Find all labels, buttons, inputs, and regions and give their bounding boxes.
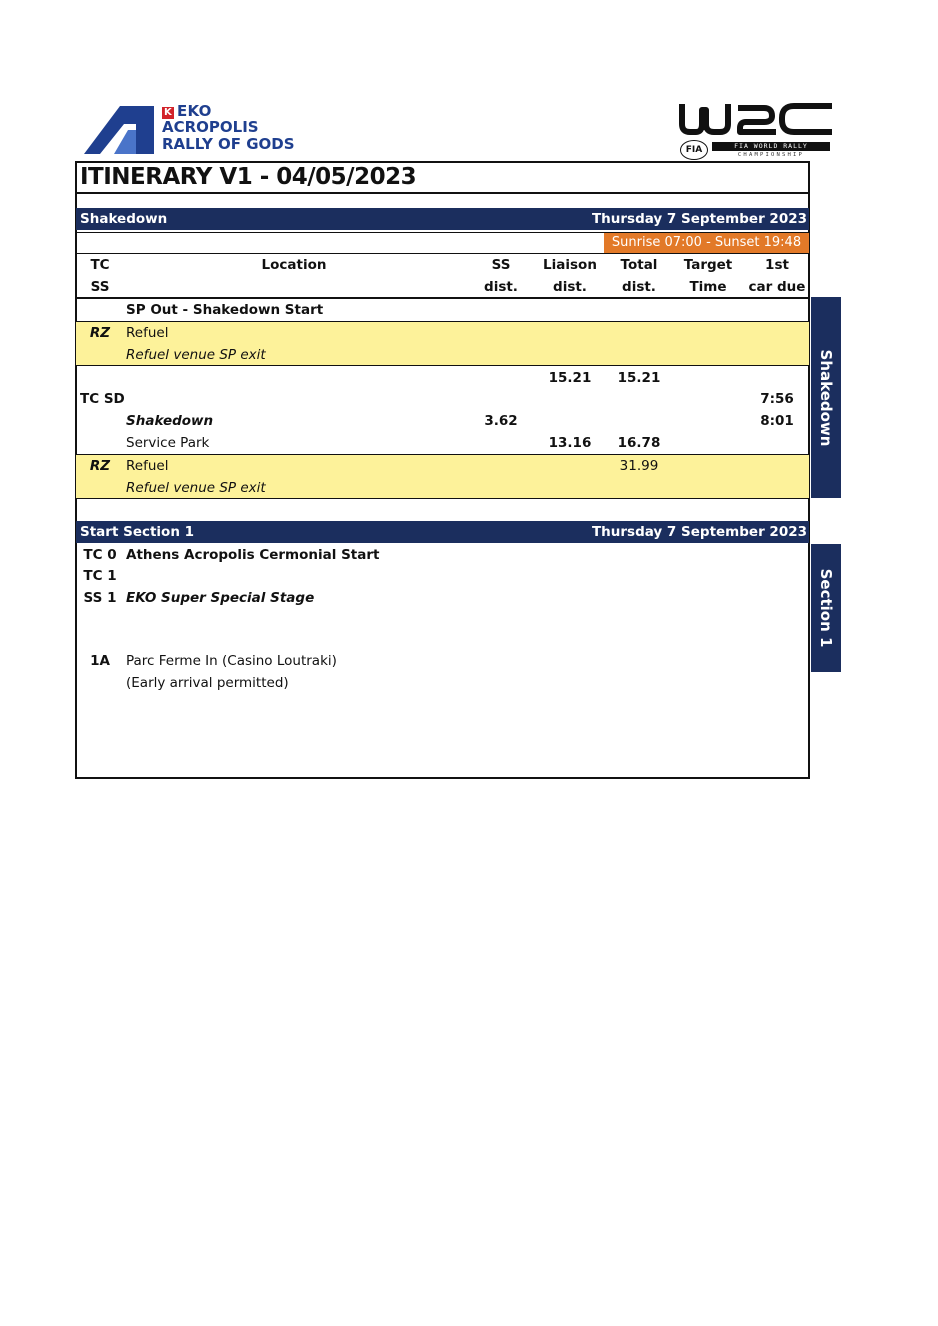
eko-flag-icon: K	[162, 107, 174, 119]
table-row-tc: TC 1	[83, 568, 117, 584]
section1-side-tab	[811, 544, 841, 672]
page-title: ITINERARY V1 - 04/05/2023	[80, 164, 417, 190]
table-row-tc: RZ	[89, 458, 111, 474]
rally-logo-icon	[84, 104, 158, 154]
table-row-location: Service Park	[126, 435, 210, 451]
table-row-location: Athens Acropolis Cermonial Start	[126, 547, 380, 563]
divider	[75, 498, 810, 499]
divider	[75, 297, 810, 299]
col-header-target-2: Time	[689, 279, 727, 295]
table-row-tc: RZ	[89, 325, 111, 341]
table-row-location: Parc Ferme In (Casino Loutraki)	[126, 653, 337, 669]
divider	[75, 365, 810, 366]
table-row-liaison: 13.16	[548, 435, 592, 451]
table-row-total: 31.99	[619, 458, 659, 474]
divider	[75, 192, 810, 194]
fia-badge: FIA	[680, 140, 708, 160]
shakedown-band-date: Thursday 7 September 2023	[591, 211, 807, 227]
table-row-first-car: 7:56	[760, 391, 794, 407]
table-row-total: 15.21	[617, 370, 661, 386]
table-row-tc: TC SD	[80, 391, 125, 407]
wrc-bar-text: FIA WORLD RALLY	[712, 142, 830, 151]
table-row-location: Shakedown	[126, 413, 214, 429]
col-header-total-2: dist.	[622, 279, 656, 295]
sunrise-sunset-box: Sunrise 07:00 - Sunset 19:48	[604, 233, 809, 253]
col-header-ss-code: SS	[90, 279, 110, 295]
rally-logo-acropolis: ACROPOLIS	[162, 118, 259, 136]
rally-logo-gods: RALLY OF GODS	[162, 135, 295, 153]
table-row-location: Refuel venue SP exit	[126, 347, 266, 363]
divider	[75, 253, 810, 254]
col-header-first-car: 1st	[765, 257, 789, 273]
col-header-target: Target	[683, 257, 733, 273]
rally-logo-eko: K EKO	[162, 102, 212, 120]
shakedown-band-label: Shakedown	[80, 211, 168, 227]
table-row-tc: TC 0	[83, 547, 117, 563]
col-header-tc: TC	[90, 257, 110, 273]
table-row-tc: SS 1	[83, 590, 117, 606]
wrc-wordmark-icon	[678, 100, 834, 136]
table-row-total: 16.78	[617, 435, 661, 451]
section1-band	[76, 521, 809, 543]
col-header-total: Total	[620, 257, 658, 273]
table-row-location: Refuel	[126, 458, 169, 474]
col-header-location: Location	[261, 257, 327, 273]
rally-logo	[84, 100, 314, 156]
shakedown-side-tab-label: Shakedown	[817, 349, 835, 446]
col-header-liaison: Liaison	[543, 257, 597, 273]
col-header-ss-dist: SS	[491, 257, 511, 273]
table-row-location: EKO Super Special Stage	[126, 590, 315, 606]
col-header-liaison-2: dist.	[553, 279, 587, 295]
col-header-ss-dist-2: dist.	[484, 279, 518, 295]
table-row-location: Refuel	[126, 325, 169, 341]
wrc-logo	[678, 100, 834, 160]
table-row-liaison: 15.21	[548, 370, 592, 386]
table-row-location: (Early arrival permitted)	[126, 675, 289, 691]
table-row-location: SP Out - Shakedown Start	[126, 302, 324, 318]
shakedown-side-tab	[811, 297, 841, 498]
shakedown-band	[76, 208, 809, 230]
table-row-tc: 1A	[90, 653, 110, 669]
col-header-first-car-2: car due	[748, 279, 806, 295]
wrc-championship-text: CHAMPIONSHIP	[737, 152, 805, 158]
section1-band-date: Thursday 7 September 2023	[591, 524, 807, 540]
section1-side-tab-label: Section 1	[817, 568, 835, 648]
table-row-location: Refuel venue SP exit	[126, 480, 266, 496]
table-row-first-car: 8:01	[760, 413, 794, 429]
section1-band-label: Start Section 1	[80, 524, 195, 540]
table-row-ss-dist: 3.62	[484, 413, 518, 429]
